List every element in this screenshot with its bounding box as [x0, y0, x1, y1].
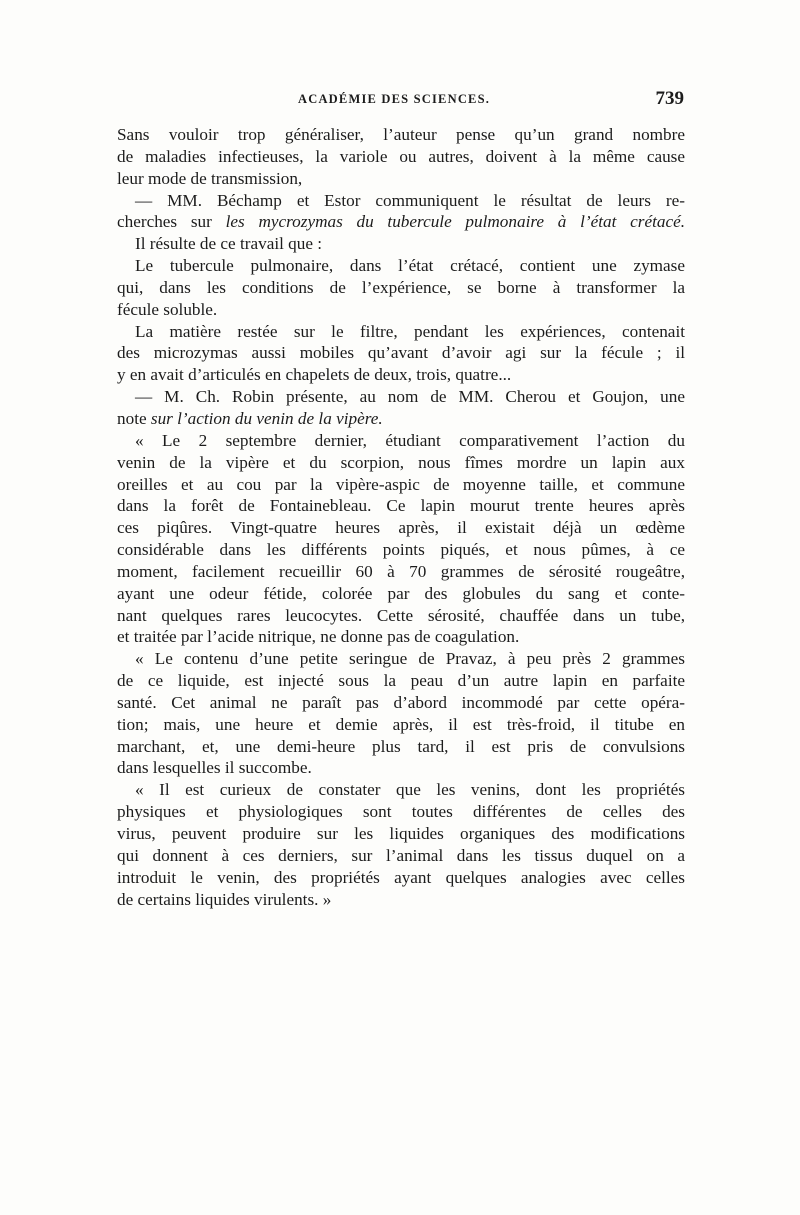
text-line: « Le contenu d’une petite seringue de Pravaz, à peu près 2 grammes: [135, 649, 685, 669]
text-line: « Le 2 septembre dernier, étudiant comparativement l’action du: [135, 430, 685, 450]
text-line: La matière restée sur le filtre, pendant les expériences, contenait: [135, 321, 685, 341]
text-line: de ce liquide, est injecté sous la peau d’un autre lapin en parfaite: [117, 671, 685, 691]
text-line: Il résulte de ce travail que :: [135, 234, 323, 254]
text-line: marchant, et, une demi-heure plus tard, il est pris de convulsions: [117, 736, 685, 756]
text-line: moment, facilement recueillir 60 à 70 grammes de sérosité rougeâtre,: [117, 561, 685, 581]
text-line: fécule soluble.: [117, 299, 218, 319]
text-line: venin de la vipère et du scorpion, nous fîmes mordre un lapin aux: [117, 452, 685, 472]
text-line: Sans vouloir trop généraliser, l’auteur pense qu’un grand nombre: [117, 125, 685, 144]
running-head: ACADÉMIE DES SCIENCES.: [298, 92, 491, 106]
text-line: nant quelques rares leucocytes. Cette sérosité, chauffée dans un tube,: [117, 605, 685, 625]
text-line: leur mode de transmission,: [117, 168, 303, 188]
text-line: introduit le venin, des propriétés ayant quelques analogies avec celles: [117, 867, 685, 887]
text-line: qui, dans les conditions de l’expérience, se borne à transformer la: [117, 277, 685, 297]
text-line: — M. Ch. Robin présente, au nom de MM. Cherou et Goujon, une: [135, 387, 685, 407]
text-line: et traitée par l’acide nitrique, ne donne pas de coagulation.: [117, 627, 520, 647]
text-line: dans la forêt de Fontainebleau. Ce lapin mourut trente heures après: [117, 496, 685, 516]
text-line: — MM. Béchamp et Estor communiquent le résultat de leurs re-: [135, 190, 685, 210]
page-header: [118, 88, 684, 118]
text-line: note sur l’action du venin de la vipère.: [117, 408, 383, 428]
text-line: qui donnent à ces derniers, sur l’animal dans les tissus duquel on a: [117, 845, 685, 865]
text-line: tion; mais, une heure et demie après, il est très-froid, il titube en: [117, 714, 685, 734]
text-line: cherches sur les mycrozymas du tubercule pulmonaire à l’état crétacé.: [117, 212, 685, 232]
text-line: de certains liquides virulents. »: [117, 889, 332, 909]
text-line: virus, peuvent produire sur les liquides organiques des modifications: [117, 824, 685, 843]
text-line: dans lesquelles il succombe.: [117, 758, 312, 778]
text-line: santé. Cet animal ne paraît pas d’abord incommodé par cette opéra-: [117, 692, 685, 712]
text-line: Le tubercule pulmonaire, dans l’état crétacé, contient une zymase: [135, 256, 685, 276]
body-text: [117, 124, 685, 910]
page-number: 739: [655, 88, 684, 109]
text-line: ayant une odeur fétide, colorée par des globules du sang et conte-: [117, 583, 685, 603]
text-line: des microzymas aussi mobiles qu’avant d’avoir agi sur la fécule ; il: [117, 343, 685, 363]
text-line: y en avait d’articulés en chapelets de deux, trois, quatre...: [117, 365, 512, 385]
italic-title: sur l’action du venin de la vipère.: [150, 408, 383, 428]
text-line: oreilles et au cou par la vipère-aspic de moyenne taille, et commune: [117, 474, 685, 494]
text-line: « Il est curieux de constater que les venins, dont les propriétés: [135, 780, 685, 800]
italic-title: les mycrozymas du tubercule pulmonaire à l’état crétacé.: [225, 212, 685, 232]
text-line: considérable dans les différents points piqués, et nous pûmes, à ce: [117, 540, 685, 560]
text-line: de maladies infectieuses, la variole ou autres, doivent à la même cause: [117, 146, 685, 166]
text-line: physiques et physiologiques sont toutes différentes de celles des: [117, 802, 685, 822]
text-line: ces piqûres. Vingt-quatre heures après, il existait déjà un œdème: [117, 518, 685, 538]
